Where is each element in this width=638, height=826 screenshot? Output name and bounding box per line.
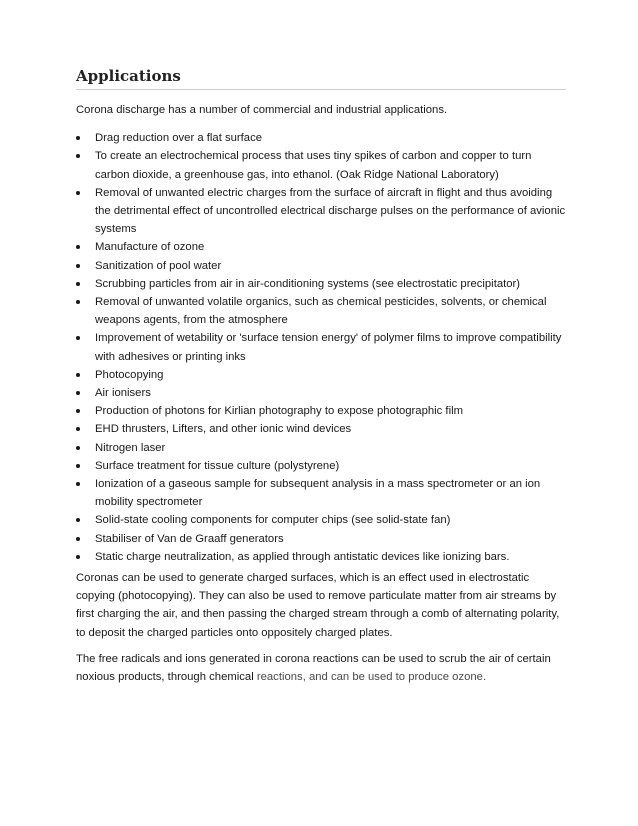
bullet-icon [76,336,80,340]
list-item [76,257,566,275]
bullet-icon [76,446,80,450]
list-item-text: Sanitization of pool water [95,259,222,272]
list-item-text: Production of photons for Kirlian photography to expose photographic film [95,405,464,418]
list-item-text: Photocopying [95,368,164,381]
list-item [76,457,566,475]
bullet-icon [76,518,80,522]
bullet-icon [76,300,80,304]
bullet-icon [76,154,80,158]
list-item [76,511,566,529]
list-item-text: Removal of unwanted electric charges from the surface of aircraft in flight and thus avoiding the detrimental effect of uncontrolled electrical discharge pulses on the performance of avionic systems [95,186,566,236]
list-item-text: Surface treatment for tissue culture (polystyrene) [95,459,340,472]
list-item [76,293,566,329]
list-item-text: Air ionisers [95,387,151,400]
list-item-text: Drag reduction over a flat surface [95,132,263,145]
list-item [76,238,566,256]
list-item [76,402,566,420]
list-item [76,530,566,548]
list-item [76,439,566,457]
bullet-icon [76,136,80,140]
list-item [76,129,566,147]
list-item-text: To create an electrochemical process that uses tiny spikes of carbon and copper to turn carbon dioxide, a greenhouse gas, into ethanol. (Oak Ridge National Laboratory) [95,150,532,181]
surfaces-paragraph: Coronas can be used to generate charged surfaces, which is an effect used in electrostatic copying (photocopying). They can also be used to remove particulate matter from air streams by first charging the air, and then passing the charged stream through a comb of alternating polarity, to deposit the charged particles onto oppositely charged plates. [76,572,560,639]
bullet-icon [76,464,80,468]
bullet-icon [76,191,80,195]
list-item [76,420,566,438]
bullet-icon [76,282,80,286]
bullet-icon [76,264,80,268]
intro-paragraph: Corona discharge has a number of commercial and industrial applications. [76,104,448,116]
list-item [76,329,566,365]
list-item-text: Stabiliser of Van de Graaff generators [95,532,284,545]
section-heading: Applications [76,66,566,90]
bullet-icon [76,391,80,395]
bullet-icon [76,537,80,541]
bullet-icon [76,427,80,431]
radicals-paragraph [76,650,566,686]
list-item [76,548,566,566]
list-item-text: Nitrogen laser [95,441,166,454]
list-item [76,184,566,239]
list-item-text: Removal of unwanted volatile organics, such as chemical pesticides, solvents, or chemical weapons agents, from the atmosphere [95,296,547,327]
list-item-text: Solid-state cooling components for computer chips (see solid-state fan) [95,514,451,527]
list-item-text: Improvement of wetability or 'surface tension energy' of polymer films to improve compatibility with adhesives or printing inks [95,332,562,363]
radicals-text-end: reactions, and can be used to produce ozone. [256,671,487,684]
bullet-icon [76,373,80,377]
list-item-text: Ionization of a gaseous sample for subsequent analysis in a mass spectrometer or an ion mobility spectrometer [95,478,541,509]
bullet-icon [76,482,80,486]
document-content [76,66,566,686]
radicals-text-start: The free radicals and ions generated in corona reactions can be used to scrub the air of certain noxious products, through chemical [76,652,551,684]
list-item [76,384,566,402]
applications-list [76,129,566,566]
bullet-icon [76,555,80,559]
list-item [76,475,566,511]
list-item [76,366,566,384]
bullet-icon [76,409,80,413]
list-item [76,147,566,183]
list-item-text: Static charge neutralization, as applied through antistatic devices like ionizing bars. [95,550,510,563]
list-item [76,275,566,293]
list-item-text: EHD thrusters, Lifters, and other ionic wind devices [95,423,352,436]
list-item-text: Manufacture of ozone [95,241,205,254]
bullet-icon [76,245,80,249]
list-item-text: Scrubbing particles from air in air-conditioning systems (see electrostatic precipitator) [95,277,521,290]
